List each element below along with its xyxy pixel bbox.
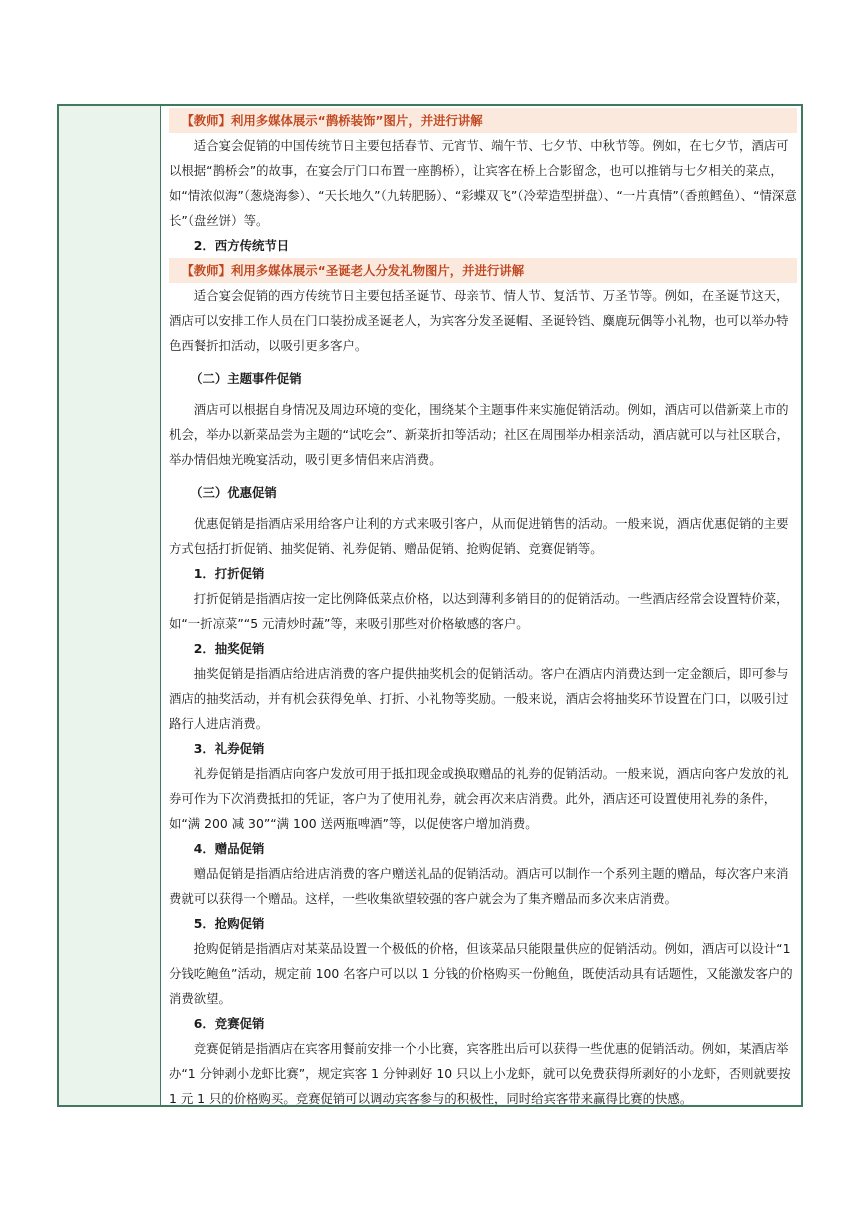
paragraph-theme-event: 酒店可以根据自身情况及周边环境的变化，围绕某个主题事件来实施促销活动。例如，酒店可以借新菜上市的机会，举办以新菜品尝为主题的“试吃会”、新菜折扣等活动；社区在周围举办相亲活动，酒店就可以与社区联合，举办情侣烛光晚宴活动，吸引更多情侣来店消费。 bbox=[169, 402, 789, 467]
table-content-cell bbox=[169, 108, 797, 1111]
paragraph-price-cut: 打折促销是指酒店按一定比例降低菜点价格，以达到薄利多销目的的促销活动。一些酒店经常会设置特价菜，如“一折凉菜”“5 元清炒时蔬”等，来吸引那些对价格敏感的客户。 bbox=[169, 591, 789, 631]
heading-voucher: 3．礼券促销 bbox=[193, 741, 265, 756]
heading-lottery: 2．抽奖促销 bbox=[193, 641, 265, 656]
paragraph-gift: 赠品促销是指酒店给进店消费的客户赠送礼品的促销活动。酒店可以制作一个系列主题的赠品，每次客户来消费就可以获得一个赠品。这样，一些收集欲望较强的客户就会为了集齐赠品而多次来店消费。 bbox=[169, 866, 789, 906]
heading-price-cut: 1．打折促销 bbox=[193, 566, 265, 581]
heading-gift: 4．赠品促销 bbox=[193, 841, 265, 856]
heading-western-festivals: 2．西方传统节日 bbox=[193, 238, 290, 253]
table-left-column bbox=[59, 106, 161, 1105]
section-discount: （三）优惠促销 bbox=[190, 485, 277, 500]
paragraph-contest: 竞赛促销是指酒店在宾客用餐前安排一个小比赛，宾客胜出后可以获得一些优惠的促销活动。例如，某酒店举办“1 分钟剥小龙虾比赛”，规定宾客 1 分钟剥好 10 只以上小龙虾，就可以免费获得所剥好的小龙虾，否则就要按 1 元 1 只的价格购买。竞赛促销可以调动宾客参与的积极性，同时给宾客带来赢得比赛的快感。 bbox=[169, 1041, 791, 1106]
paragraph-lottery: 抽奖促销是指酒店给进店消费的客户提供抽奖机会的促销活动。客户在酒店内消费达到一定金额后，即可参与酒店的抽奖活动，并有机会获得免单、打折、小礼物等奖励。一般来说，酒店会将抽奖环节设置在门口，以吸引过路行人进店消费。 bbox=[169, 666, 789, 731]
heading-flash-sale: 5．抢购促销 bbox=[193, 916, 265, 931]
paragraph-voucher: 礼券促销是指酒店向客户发放可用于抵扣现金或换取赠品的礼券的促销活动。一般来说，酒店向客户发放的礼券可作为下次消费抵扣的凭证，客户为了使用礼券，就会再次来店消费。此外，酒店还可设置使用礼券的条件，如“满 200 减 30”“满 100 送两瓶啤酒”等，以促使客户增加消费。 bbox=[169, 766, 789, 831]
paragraph-western-festivals: 适合宴会促销的西方传统节日主要包括圣诞节、母亲节、情人节、复活节、万圣节等。例如，在圣诞节这天，酒店可以安排工作人员在门口装扮成圣诞老人，为宾客分发圣诞帽、圣诞铃铛、麋鹿玩偶等小礼物，也可以举办特色西餐折扣活动，以吸引更多客户。 bbox=[169, 288, 789, 353]
teacher-note-1: 【教师】利用多媒体展示“鹊桥装饰”图片，并进行讲解 bbox=[169, 108, 797, 133]
teacher-note-2: 【教师】利用多媒体展示“圣诞老人分发礼物图片，并进行讲解 bbox=[169, 258, 797, 283]
paragraph-chinese-festivals: 适合宴会促销的中国传统节日主要包括春节、元宵节、端午节、七夕节、中秋节等。例如，在七夕节，酒店可以根据“鹊桥会”的故事，在宴会厅门口布置一座鹊桥），让宾客在桥上合影留念，也可以推销与七夕相关的菜点，如“情浓似海”（葱烧海参）、“天长地久”（九转肥肠）、“彩蝶双飞”（冷荤造型拼盘）、“一片真情”（香煎鳕鱼）、“情深意长”（盘丝饼）等。 bbox=[169, 138, 797, 228]
lesson-table bbox=[57, 104, 803, 1107]
paragraph-discount-intro: 优惠促销是指酒店采用给客户让利的方式来吸引客户，从而促进销售的活动。一般来说，酒店优惠促销的主要方式包括打折促销、抽奖促销、礼券促销、赠品促销、抢购促销、竞赛促销等。 bbox=[169, 516, 789, 556]
paragraph-flash-sale: 抢购促销是指酒店对某菜品设置一个极低的价格，但该菜品只能限量供应的促销活动。例如，酒店可以设计“1 分钱吃鲍鱼”活动，规定前 100 名客户可以以 1 分钱的价格购买一份鲍鱼，既使活动具有话题性，又能激发客户的消费欲望。 bbox=[169, 941, 793, 1006]
heading-contest: 6．竞赛促销 bbox=[193, 1016, 265, 1031]
section-theme-event: （二）主题事件促销 bbox=[190, 371, 302, 386]
